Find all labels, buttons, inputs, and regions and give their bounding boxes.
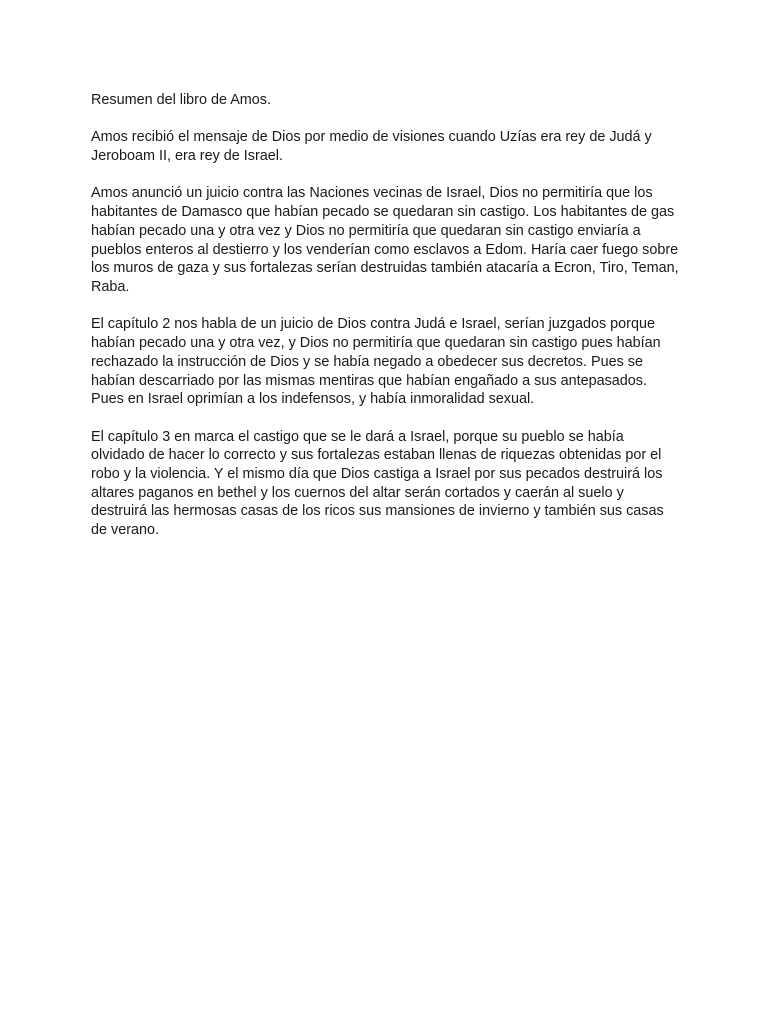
paragraph-chapter-2: El capítulo 2 nos habla de un juicio de Dios contra Judá e Israel, serían juzgados porque habían pecado una y otra vez, y Dios no permitiría que quedaran sin castigo pues habían rechazado la instrucción de Dios y se había negado a obedecer sus decretos. Pues se habían descarriado por las mismas mentiras que habían engañado a sus antepasados. Pues en Israel oprimían a los indefensos, y había inmoralidad sexual.: [91, 316, 661, 408]
paragraph-judgment-nations: Amos anunció un juicio contra las Naciones vecinas de Israel, Dios no permitiría que los habitantes de Damasco que habían pecado se quedaran sin castigo. Los habitantes de gas habían pecado una y otra vez y Dios no permitiría que quedaran sin castigo enviaría a pueblos enteros al destierro y los venderían como esclavos a Edom. Haría caer fuego sobre los muros de gaza y sus fortalezas serían destruidas también atacaría a Ecron, Tiro, Teman, Raba.: [91, 185, 679, 295]
paragraph-chapter-3: El capítulo 3 en marca el castigo que se le dará a Israel, porque su pueblo se había olvidado de hacer lo correcto y sus fortalezas estaban llenas de riquezas obtenidas por el robo y la violencia. Y el mismo día que Dios castiga a Israel por sus pecados destruirá los altares paganos en bethel y los cuernos del altar serán cortados y caerán al suelo y destruirá las hermosas casas de los ricos sus mansiones de invierno y también sus casas de verano.: [91, 428, 664, 539]
document-title: Resumen del libro de Amos.: [91, 92, 271, 108]
document-body: [91, 91, 681, 559]
paragraph-visions: Amos recibió el mensaje de Dios por medio de visiones cuando Uzías era rey de Judá y Jeroboam II, era rey de Israel.: [91, 129, 652, 165]
